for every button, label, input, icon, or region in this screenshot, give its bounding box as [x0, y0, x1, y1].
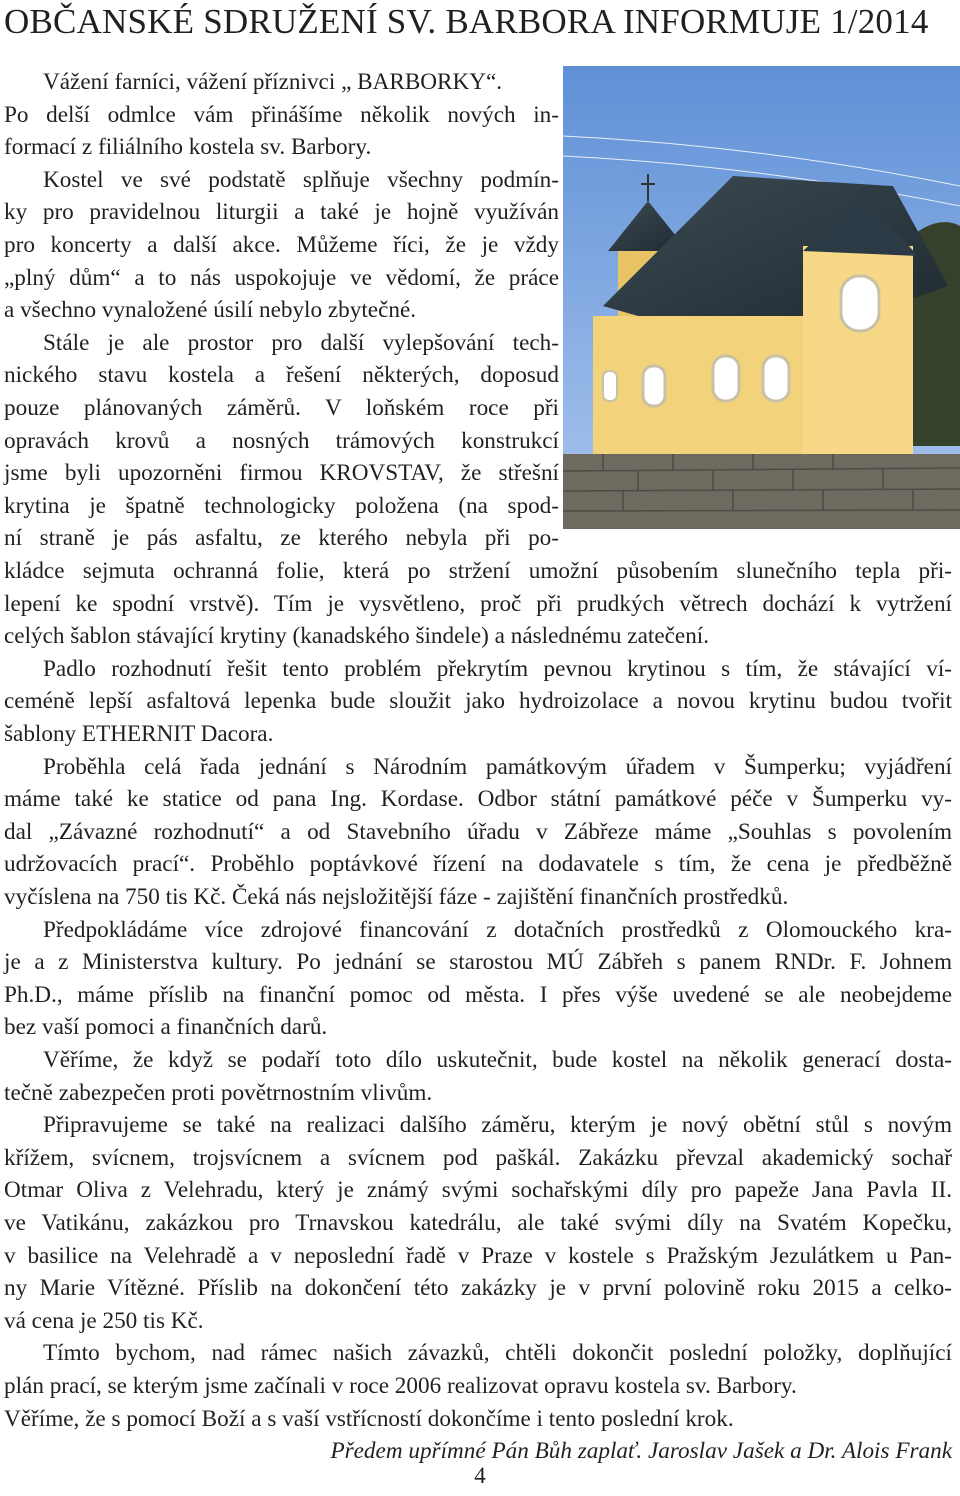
text-line: nického stavu kostela a řešení některých, doposud: [4, 362, 559, 388]
text-line: jsme byli upozorněni firmou KROVSTAV, že střešní: [4, 460, 559, 486]
page-number: 4: [474, 1463, 486, 1488]
text-line: lepení ke spodní vrstvě). Tím je vysvětleno, proč při prudkých větrech dochází k vytržení: [4, 591, 952, 617]
text-line: Po delší odmlce vám přinášíme několik nových in-: [4, 102, 559, 128]
text-line: Připravujeme se také na realizaci dalšího záměru, kterým je nový obětní stůl s novým: [43, 1112, 952, 1138]
text-line: Kostel ve své podstatě splňuje všechny podmín-: [43, 167, 559, 193]
text-line: opravách krovů a nosných trámových konstrukcí: [4, 428, 559, 454]
text-line: kládce sejmuta ochranná folie, která po stržení umožní působením slunečního tepla při-: [4, 558, 952, 584]
signature: Předem upřímné Pán Bůh zaplať. Jaroslav Jašek a Dr. Alois Frank: [330, 1438, 952, 1464]
text-line: Ph.D., máme příslib na finanční pomoc od města. I přes výše uvedené se ale neobejdeme: [4, 982, 952, 1008]
church-photo: [563, 66, 960, 529]
text-line: Tímto bychom, nad rámec našich závazků, chtěli dokončit poslední položky, doplňující: [43, 1340, 952, 1366]
text-line: pro koncerty a další akce. Můžeme říci, že je vždy: [4, 232, 559, 258]
text-line: šablony ETHERNIT Dacora.: [4, 721, 274, 747]
text-line: pouze plánovaných záměrů. V loňském roce při: [4, 395, 559, 421]
text-line: ky pro pravidelnou liturgii a také je hojně využíván: [4, 199, 559, 225]
text-line: Věříme, že s pomocí Boží a s vaší vstřícností dokončíme i tento poslední krok.: [4, 1406, 734, 1432]
text-line: udržovacích prací“. Proběhlo poptávkové řízení na dodavatele s tím, že cena je předběžně: [4, 851, 952, 877]
text-line: vyčíslena na 750 tis Kč. Čeká nás nejsložitější fáze - zajištění finančních prostředků.: [4, 884, 789, 910]
text-line: vá cena je 250 tis Kč.: [4, 1308, 204, 1334]
text-line: a všechno vynaložené úsilí nebylo zbytečné.: [4, 297, 417, 323]
text-line: formací z filiálního kostela sv. Barbory.: [4, 134, 372, 160]
text-line: ceméně lepší asfaltová lepenka bude sloužit jako hydroizolace a novou krytinu budou tvořit: [4, 688, 952, 714]
text-line: bez vaší pomoci a finančních darů.: [4, 1014, 328, 1040]
text-line: „plný dům“ a to nás uspokojuje ve vědomí, že práce: [4, 265, 559, 291]
text-line: v basilice na Velehradě a v neposlední řadě v Praze v kostele s Pražským Jezulátkem u Pan-: [4, 1243, 952, 1269]
text-line: Otmar Oliva z Velehradu, který je známý svými sochařskými díly pro papeže Jana Pavla II.: [4, 1177, 952, 1203]
text-line: je a z Ministerstva kultury. Po jednání se starostou MÚ Zábřeh s panem RNDr. F. Johnem: [4, 949, 952, 975]
text-line: Předpokládáme více zdrojové financování z dotačních prostředků z Olomouckého kra-: [43, 917, 952, 943]
page-title: OBČANSKÉ SDRUŽENÍ SV. BARBORA INFORMUJE 1/2014: [4, 2, 929, 41]
text-line: Věříme, že když se podaří toto dílo uskutečnit, bude kostel na několik generací dosta-: [43, 1047, 952, 1073]
text-line: tečně zabezpečen proti povětrnostním vlivům.: [4, 1080, 433, 1106]
text-line: celých šablon stávající krytiny (kanadského šindele) a následnému zatečení.: [4, 623, 710, 649]
text-line: dal „Závazné rozhodnutí“ a od Stavebního úřadu v Zábřeze máme „Souhlas s povolením: [4, 819, 952, 845]
text-line: Vážení farníci, vážení příznivci „ BARBORKY“.: [43, 69, 503, 95]
text-line: Stále je ale prostor pro další vylepšování tech-: [43, 330, 559, 356]
text-line: ny Marie Vítězné. Příslib na dokončení této zakázky je v první polovině roku 2015 a celko-: [4, 1275, 952, 1301]
text-line: máme také ke statice od pana Ing. Kordase. Odbor státní památkové péče v Šumperku vy-: [4, 786, 952, 812]
text-line: křížem, svícnem, trojsvícnem a svícnem pod paškál. Zakázku převzal akademický sochař: [4, 1145, 952, 1171]
text-line: plán prací, se kterým jsme začínali v roce 2006 realizovat opravu kostela sv. Barbory.: [4, 1373, 797, 1399]
text-line: Padlo rozhodnutí řešit tento problém překrytím pevnou krytinou s tím, že stávající ví-: [43, 656, 952, 682]
text-line: ve Vatikánu, zakázkou pro Trnavskou katedrálu, ale také svými díly na Svatém Kopečku,: [4, 1210, 952, 1236]
text-line: ní straně je pás asfaltu, ze kterého nebyla při po-: [4, 525, 559, 551]
text-line: krytina je špatně technologicky položena (na spod-: [4, 493, 559, 519]
church-illustration: [563, 66, 960, 529]
text-line: Proběhla celá řada jednání s Národním památkovým úřadem v Šumperku; vyjádření: [43, 754, 952, 780]
